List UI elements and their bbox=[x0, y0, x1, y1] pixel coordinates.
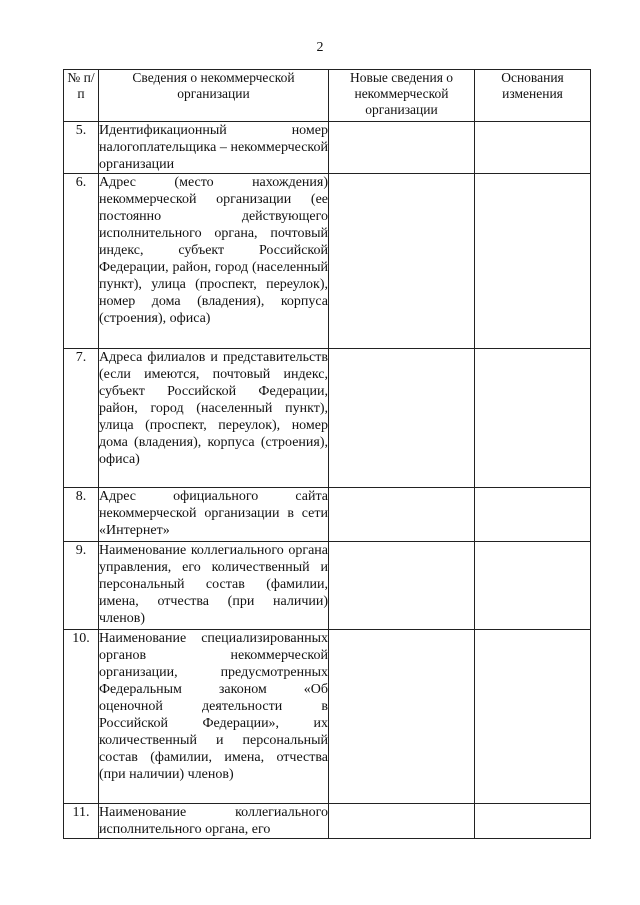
table-row bbox=[64, 174, 591, 349]
row-new-info-cell[interactable] bbox=[329, 349, 475, 488]
header-num: № п/п bbox=[64, 70, 99, 122]
row-new-info-cell[interactable] bbox=[329, 488, 475, 542]
row-reason-cell[interactable] bbox=[475, 542, 591, 630]
row-new-info-cell[interactable] bbox=[329, 630, 475, 804]
row-info-text: Наименование коллегиального исполнительного органа, его bbox=[99, 805, 328, 837]
table-row bbox=[64, 542, 591, 630]
table-row bbox=[64, 122, 591, 174]
row-reason-cell[interactable] bbox=[475, 174, 591, 349]
row-info-text: Идентификационный номер налогоплательщика – некоммерческой организации bbox=[99, 123, 328, 172]
row-info-text: Адрес (место нахождения) некоммерческой организации (ее постоянно действующего исполнительного органа, почтовый индекс, субъект Российской Федерации, район, город (населенный пункт), улица (проспект, переулок), номер дома (владения), корпуса (строения), офиса) bbox=[99, 174, 329, 349]
row-new-info-cell[interactable] bbox=[329, 122, 475, 174]
row-number: 5. bbox=[64, 122, 99, 174]
table-row bbox=[64, 488, 591, 542]
table-header-row bbox=[64, 70, 591, 122]
row-reason-cell[interactable] bbox=[475, 804, 591, 839]
row-reason-cell[interactable] bbox=[475, 630, 591, 804]
row-number: 11. bbox=[64, 804, 99, 839]
table-row bbox=[64, 804, 591, 839]
row-number: 6. bbox=[64, 174, 99, 349]
row-info-text: Адреса филиалов и представительств (если имеются, почтовый индекс, субъект Российской Федерации, район, город (населенный пункт), улица (проспект, переулок), номер дома (владения), корпуса (строения), офиса) bbox=[99, 349, 329, 488]
header-info: Сведения о некоммерческой организации bbox=[99, 70, 329, 122]
row-number: 9. bbox=[64, 542, 99, 630]
row-info-text: Наименование специализированных органов некоммерческой организации, предусмотренных Федеральным законом «Об оценочной деятельности в Российской Федерации», их количественный и персональный состав (фамилии, имена, отчества (при наличии) членов) bbox=[99, 630, 329, 804]
row-reason-cell[interactable] bbox=[475, 488, 591, 542]
row-reason-cell[interactable] bbox=[475, 122, 591, 174]
row-number: 10. bbox=[64, 630, 99, 804]
row-new-info-cell[interactable] bbox=[329, 804, 475, 839]
page-number: 2 bbox=[316, 40, 324, 55]
row-number: 7. bbox=[64, 349, 99, 488]
header-reason: Основания изменения bbox=[475, 70, 591, 122]
row-number: 8. bbox=[64, 488, 99, 542]
info-table bbox=[63, 69, 591, 839]
row-info-text: Наименование коллегиального органа управления, его количественный и персональный состав (фамилии, имена, отчества (при наличии) членов) bbox=[99, 542, 329, 630]
row-info-text: Адрес официального сайта некоммерческой организации в сети «Интернет» bbox=[99, 488, 329, 542]
row-new-info-cell[interactable] bbox=[329, 174, 475, 349]
table-row bbox=[64, 349, 591, 488]
header-new-info: Новые сведения о некоммерческой организации bbox=[329, 70, 475, 122]
row-reason-cell[interactable] bbox=[475, 349, 591, 488]
row-new-info-cell[interactable] bbox=[329, 542, 475, 630]
table-row bbox=[64, 630, 591, 804]
